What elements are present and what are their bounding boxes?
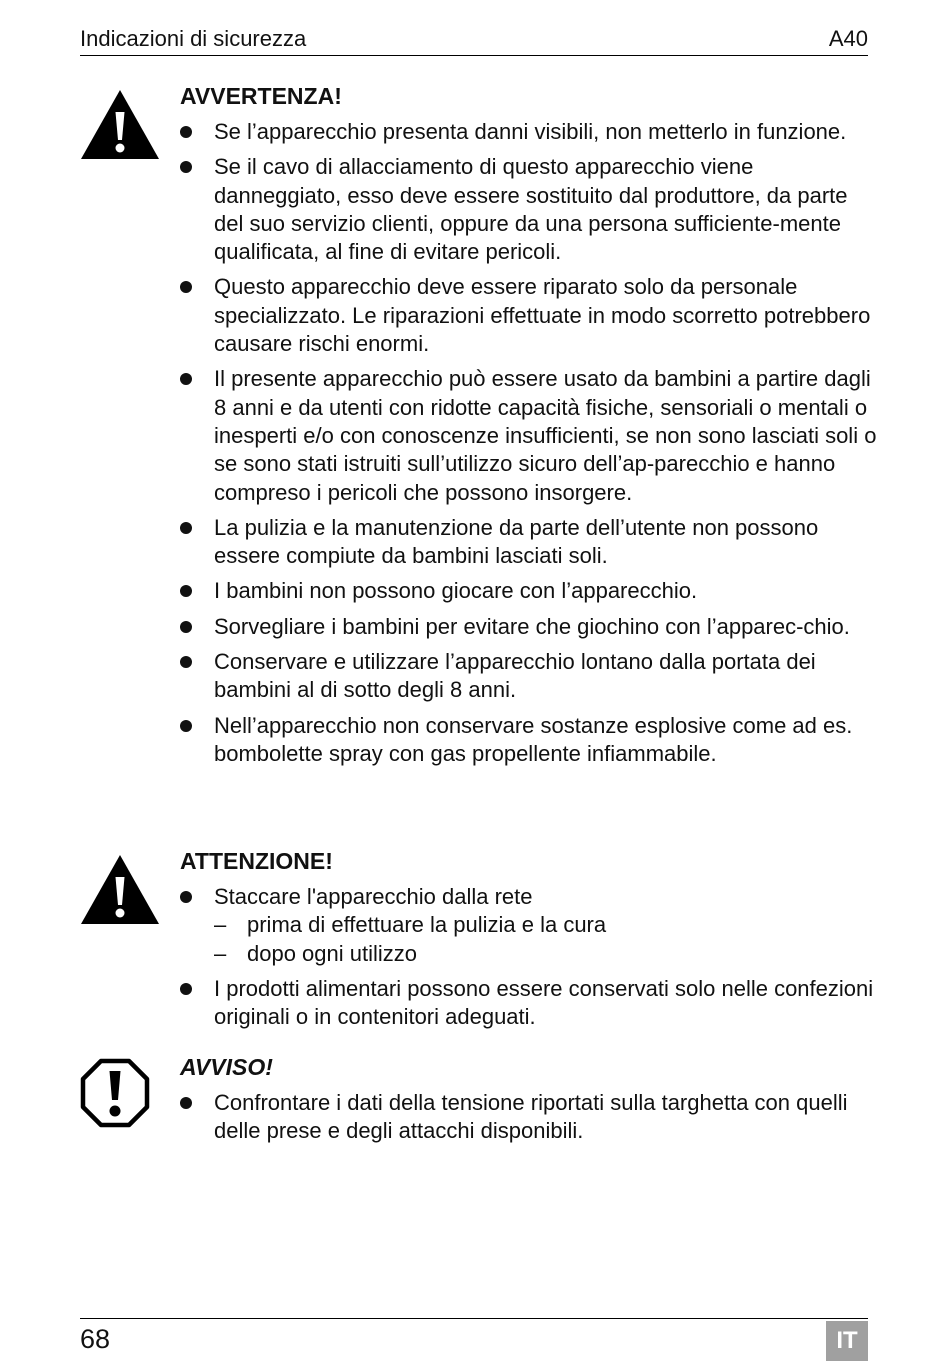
list-item: I bambini non possono giocare con l’apparecchio. [180, 577, 880, 605]
language-badge: IT [826, 1321, 868, 1361]
list-item: Il presente apparecchio può essere usato da bambini a partire dagli 8 anni e da utenti con ridotte capacità fisiche, sensoriali o mentali o inesperti e/o con conoscenze insufficienti, se non sono lasciati soli o se sono stati istruiti sull’utilizzo sicuro dell’ap-parecchio e hanno compreso i pericoli che possono insorgere. [180, 365, 880, 506]
list-item: I prodotti alimentari possono essere conservati solo nelle confezioni originali o in contenitori adeguati. [180, 975, 880, 1032]
header-title: Indicazioni di sicurezza [80, 26, 307, 51]
list-item: Nell’apparecchio non conservare sostanze esplosive come ad es. bombolette spray con gas propellente infiammabile. [180, 712, 880, 769]
list-item: Conservare e utilizzare l’apparecchio lontano dalla portata dei bambini al di sotto degli 8 anni. [180, 648, 880, 705]
sub-item: – prima di effettuare la pulizia e la cura [214, 912, 607, 938]
section-heading: AVVISO! [180, 1054, 273, 1080]
bullet-icon [180, 281, 192, 293]
bullet-icon [180, 126, 192, 138]
list-item: Sorvegliare i bambini per evitare che giochino con l’apparec-chio. [180, 613, 880, 641]
warning-triangle-icon [80, 88, 160, 160]
header-model: A40 [828, 26, 868, 51]
bullet-list [180, 883, 880, 1031]
list-item: Se l’apparecchio presenta danni visibili, non metterlo in funzione. [180, 118, 880, 146]
bullet-icon [180, 891, 192, 903]
section-heading: ATTENZIONE! [180, 848, 333, 874]
bullet-icon [180, 656, 192, 668]
list-item: La pulizia e la manutenzione da parte dell’utente non possono essere compiute da bambini lasciati soli. [180, 514, 880, 571]
bullet-icon [180, 522, 192, 534]
page-header [80, 25, 868, 56]
list-item: Questo apparecchio deve essere riparato solo da personale specializzato. Le riparazioni effettuate in modo scorretto potrebbero causare rischi enormi. [180, 273, 880, 358]
page-footer [80, 1318, 868, 1354]
list-item: Se il cavo di allacciamento di questo apparecchio viene danneggiato, esso deve essere sostituito dal produttore, da parte del suo servizio clienti, oppure da una persona sufficiente-mente qualificata, al fine di evitare pericoli. [180, 153, 880, 266]
bullet-icon [180, 983, 192, 995]
bullet-icon [180, 161, 192, 173]
bullet-icon [180, 1097, 192, 1109]
bullet-icon [180, 621, 192, 633]
section-heading: AVVERTENZA! [180, 83, 342, 109]
page-number: 68 [80, 1324, 111, 1354]
bullet-icon [180, 720, 192, 732]
list-item: Confrontare i dati della tensione riportati sulla targhetta con quelli delle prese e degli attacchi disponibili. [180, 1089, 880, 1146]
notice-octagon-icon [80, 1058, 150, 1128]
bullet-icon [180, 373, 192, 385]
warning-triangle-icon [80, 853, 160, 925]
bullet-list [180, 118, 880, 768]
sub-item: – dopo ogni utilizzo [214, 940, 418, 966]
bullet-list [180, 1089, 880, 1146]
list-item: Staccare l'apparecchio dalla rete – prima di effettuare la pulizia e la cura – dopo ogni utilizzo [180, 883, 880, 968]
bullet-icon [180, 585, 192, 597]
